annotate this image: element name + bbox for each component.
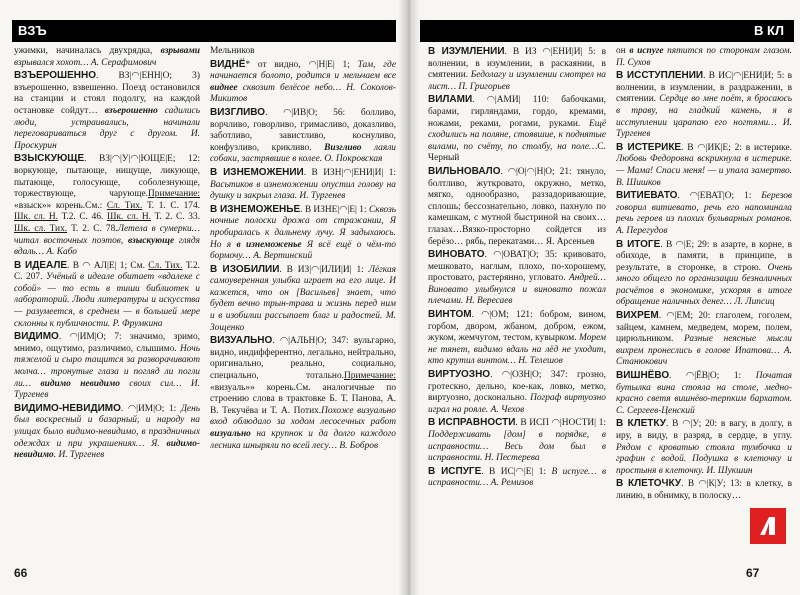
entry-headword: ВИЛЬНОВАЛО bbox=[428, 165, 501, 177]
highlighted-word: в изнеможенье bbox=[236, 239, 302, 250]
dictionary-entry bbox=[210, 167, 396, 203]
dictionary-entry bbox=[14, 331, 200, 402]
entry-text: Т. 2. С. 33. bbox=[150, 212, 200, 223]
entry-headword: ВИНТОМ bbox=[428, 309, 472, 321]
example-text: День был воскресный и базарный, и народу на улицах было видимо-невидимо, в праздничных одеждах и при украшениях… Я. bbox=[14, 403, 200, 449]
example-text: Ещё сходились на поляне, стоявшие, к поднятые вилами, по счёту, по столбу, на поле… bbox=[428, 118, 606, 152]
entry-text: . В ◠|К|У; 13: в клетку, в линию, в обнимку, в полоску… bbox=[616, 479, 792, 501]
entry-headword: В ИССТУПЛЕНИИ bbox=[616, 70, 704, 82]
dictionary-column-1 bbox=[14, 46, 200, 556]
example-text: Летела в сумерки… читал восточных поэтов, bbox=[14, 223, 200, 246]
dictionary-entry bbox=[616, 142, 792, 189]
entry-text: С. Черный bbox=[428, 141, 606, 164]
dictionary-entry bbox=[14, 70, 200, 152]
example-text: взрывался хохот… А. Серафимович bbox=[14, 57, 157, 68]
dictionary-entry bbox=[616, 70, 792, 141]
entry-headword: В ИСПРАВНОСТИ bbox=[428, 417, 516, 429]
highlighted-word: виднее bbox=[210, 82, 238, 93]
dictionary-entry bbox=[210, 204, 396, 263]
entry-text: Мельников bbox=[210, 46, 255, 56]
reference-label: Шк. сл. Н. bbox=[14, 212, 58, 223]
dictionary-entry bbox=[14, 46, 200, 69]
entry-text: . В ◠|Е; 29: в азарте, в корне, в обиходе, в памяти, в принципе, в результате, в сторонке, в строю. bbox=[616, 239, 792, 273]
entry-headword: ВИЗУАЛЬНО bbox=[210, 335, 273, 347]
reference-label: Шк. сл. Н. bbox=[107, 212, 151, 223]
entry-headword: ВИХРЕМ bbox=[616, 310, 659, 322]
reference-label: Сл. Тих. bbox=[106, 200, 143, 211]
entry-text: . В ИС|◠|ЕНИ|И; 5: в волнении, в изумлении, в раздражении, в смятении. bbox=[616, 71, 792, 105]
dictionary-entry bbox=[616, 190, 792, 237]
example-text: Березов говорил витиевато, речь его напоминала речь героев из плохих бульварных романов. А. Перегудов bbox=[616, 191, 792, 236]
example-text: В испуге… в исправности… А. Ремизов bbox=[428, 466, 606, 489]
dictionary-entry bbox=[428, 369, 606, 416]
dictionary-entry bbox=[428, 417, 606, 464]
example-text: своих сил… И. Тургенев bbox=[14, 378, 200, 401]
example-text: Сердце во мне поёт, я бросаюсь в траву, на гладкий камень, я в исступлении царапаю его ногтями… И. Тургенев bbox=[616, 94, 792, 140]
dictionary-entry bbox=[14, 403, 200, 462]
example-text: садились люди, устраивались, начинали переговариваться друг с другом. И. Проскурин bbox=[14, 105, 200, 151]
entry-headword: ВИЗГЛИВО bbox=[210, 106, 266, 118]
example-text: лаяли собаки, застрявшие в колее. О. Покровская bbox=[210, 142, 396, 165]
example-text: на крупнок и да долго каждого лесника шныряли по всей лесу… В. Бобров bbox=[210, 429, 396, 451]
example-text: Андрей… Виновато улыбнулся и виновато пожал плечами. Н. Вересаев bbox=[428, 273, 606, 307]
example-text: Разные неясные мысли вихрем пронеслись в голове Ипатова… А. Станюкович bbox=[616, 334, 792, 368]
reference-label: Примечание: bbox=[343, 371, 396, 382]
entry-text: Т. 1. С. 174. bbox=[142, 200, 200, 211]
highlighted-word: взъерошенно bbox=[104, 105, 158, 116]
dictionary-entry bbox=[428, 466, 606, 490]
dictionary-entry bbox=[616, 478, 792, 502]
entry-text: . ◠|АЛЬН|О; 347: вульгарно, видно, индифферентно, легально, нейтрально, оригинально, реально, социально, специально, тотально. bbox=[210, 336, 396, 382]
entry-headword: ВИШНЁВО bbox=[616, 370, 670, 382]
entry-headword: В ИЗУМЛЕНИИ bbox=[428, 46, 505, 57]
entry-headword: В ИТОГЕ bbox=[616, 238, 661, 250]
example-text: Бедолагу и изумлении смотрел на лист… П. Григорьев bbox=[428, 70, 606, 92]
entry-text: Т.2. С. 207. bbox=[14, 260, 200, 283]
entry-headword: ВЗЫСКУЮЩЕ bbox=[14, 153, 85, 165]
entry-text: . ◠|ОМ; 121: бобром, вином, горбом, двором, жбаном, добром, ежом, жуком, жемчугом, тестом, кувырком. bbox=[428, 310, 606, 344]
entry-headword: ВИНОВАТО bbox=[428, 249, 485, 261]
page-number-right: 67 bbox=[746, 566, 760, 580]
entry-text: . В ИЗН|◠|ЕНИ|И| 1: bbox=[303, 167, 396, 178]
entry-text: он bbox=[616, 46, 630, 56]
example-text: Рядом с кроватью стояла тумбочка и графин с водой. Подушка в клеточку и простыня в клеточку. И. Шукшин bbox=[616, 442, 792, 476]
entry-headword: В ИЗНЕМОЖЕНИИ bbox=[210, 166, 304, 178]
entry-text: . ◠|ЁВ|О; 1: bbox=[669, 371, 756, 382]
dictionary-entry bbox=[210, 46, 396, 58]
dictionary-column-3 bbox=[428, 46, 606, 556]
dictionary-entry bbox=[616, 418, 792, 477]
entry-text: «визуаль»» корень. bbox=[210, 382, 296, 393]
entry-text: . В ИЗНЕ|◠|Е| 1: bbox=[300, 204, 369, 215]
entry-text: . В ИС|◠|Е| 1: bbox=[481, 466, 552, 477]
publisher-logo-icon bbox=[750, 508, 786, 544]
entry-text: . В ◠|ИК|Е; 2: в истерике. bbox=[681, 142, 792, 153]
entry-text: . ВЗ|◠|У|◠|ЮЩЕ|Е; 12: воркующе, пытающе, нищуще, ликующе, пытающе, голосующе, соболезнующе, торжествующе, чарующе. bbox=[14, 154, 200, 200]
example-text: пятится по сторонам глазом. П. Сухов bbox=[616, 46, 792, 68]
entry-headword: В ИДЕАЛЕ bbox=[14, 259, 68, 271]
entry-text: . ВЗ|◠|ЕНН|О; 3) взъерошенно, взвешенно. Поезд остановился на станции и стоял подолгу, на каждой остановке сойдут… bbox=[14, 71, 200, 116]
dictionary-entry bbox=[210, 264, 396, 335]
example-text: Сквозь ночные полоски дрожа от стражании, Я пробиралась к дальнему лучу. Я задыхаюсь. Но я bbox=[210, 204, 396, 250]
example-text: Учёный в идеале обитает «вдалеке с собой» — то есть в тиши библиотек и лабораторий. Люди литературы и искусства — разумеется, в среднем — в большей мере склонны к публичности. Р. Фрумкина bbox=[14, 272, 200, 329]
entry-text: Т. 2. С. 78. bbox=[67, 223, 118, 234]
reference-label: Шк. сл. Тих. bbox=[14, 223, 68, 234]
example-text: Морем не тянет, видимо вдаль на лёд не уходит, кто крутил винтом… Н. Телешов bbox=[428, 333, 606, 367]
dictionary-entry bbox=[14, 260, 200, 331]
highlighted-word: визуально bbox=[210, 429, 251, 439]
entry-headword: ВИТИЕВАТО bbox=[616, 190, 678, 202]
dictionary-entry bbox=[616, 310, 792, 369]
example-text: . И. Тургенев bbox=[53, 450, 105, 461]
entry-headword: ВИРТУОЗНО bbox=[428, 369, 491, 381]
dictionary-entry bbox=[616, 46, 792, 69]
entry-headword: В КЛЕТКУ bbox=[616, 418, 666, 430]
entry-text: . ◠|АМИ| 110: бабочками, барами, гирляндами, гордо, кремами, ножами, реками, рогами, руками. bbox=[428, 95, 606, 129]
example-text: Любовь Федоровна вскрикнула в истерике. bbox=[616, 154, 792, 165]
highlighted-word: видимо-невидимо bbox=[14, 438, 200, 461]
entry-text: . В ИСП ◠|НОСТИ| 1: bbox=[515, 418, 606, 429]
highlighted-word: в испуге bbox=[629, 46, 664, 56]
reference-label: Примечание: bbox=[147, 189, 200, 200]
example-text: Ночь тяжелой и сыро тащится за разворачивают молча… тронутые глаза и погляд ли погли ли… bbox=[14, 343, 200, 389]
dictionary-entry bbox=[14, 153, 200, 258]
dictionary-entry bbox=[428, 309, 606, 368]
example-text: Поддерживать [дом] в порядке, в исправности… Весь дом был в исправности. Н. Пестерева bbox=[428, 430, 606, 464]
entry-text: * от видно, ◠|Н|Е| 1; bbox=[245, 59, 358, 70]
reference-label: Сл. Тих. bbox=[148, 260, 183, 271]
example-text: Лёгкая самоуверенная улыбка играет на его лице. И кажется, что он [Васильев] знает, что будет вечно трын-трава и жизнь перед ним и в изобилии рассыпает благ и радостей. М. Зощенко bbox=[210, 264, 396, 333]
example-text: Очень много общего по организации безналичных расчётов в экономике, ускоряя в итоге обращение наличных денег… Л. Липсиц bbox=[616, 262, 792, 308]
entry-headword: В ИЗНЕМОЖЕНЬЕ bbox=[210, 203, 301, 215]
entry-headword: В КЛЕТОЧКУ bbox=[616, 478, 682, 490]
example-text: глядя вдаль… А. Кабо bbox=[14, 235, 200, 258]
dictionary-entry bbox=[210, 335, 396, 452]
dictionary-entry bbox=[428, 46, 606, 93]
entry-headword: ВИДНЁ bbox=[210, 58, 246, 70]
example-text: Початая бутылка вина стояла на столе, медно-красно светя вишнёво-терпким бархатом. С. Сергеев-Ценский bbox=[616, 371, 792, 416]
entry-text: См. аналогичные по строению слова в трактовке Б. Т. Панова, А. В. Текучёва и Т. А. Потих. bbox=[210, 382, 396, 416]
entry-text: «взыск»» корень. bbox=[14, 200, 86, 211]
example-text: Васьтиков в изнеможении опустил голову на душку и закрыл глаза. И. Тургенев bbox=[210, 179, 396, 202]
example-text: Пограф виртуозно играл на рояле. А. Чехов bbox=[428, 393, 606, 415]
running-header-right: В КЛ bbox=[420, 20, 794, 42]
highlighted-word: Визгливо bbox=[324, 142, 362, 153]
entry-text: . ◠|ОЗН|О; 347: грозно, гротескно, дельно, кое-как, ловко, метко, виртуозно, досконально. bbox=[428, 370, 606, 404]
book-gutter bbox=[398, 0, 420, 595]
entry-headword: ВЗЪЕРОШЕННО bbox=[14, 70, 96, 82]
entry-headword: В ИСТЕРИКЕ bbox=[616, 141, 682, 153]
dictionary-entry bbox=[428, 166, 606, 248]
dictionary-column-2 bbox=[210, 46, 396, 556]
entry-text: . ◠|ИМ|О; 1: bbox=[120, 403, 181, 414]
entry-text: ужимки, начиналась двухрядка, bbox=[14, 46, 161, 56]
dictionary-entry bbox=[210, 107, 396, 166]
page-number-left: 66 bbox=[14, 566, 28, 580]
highlighted-word: взрывами bbox=[160, 46, 200, 56]
example-text: — Мама! Спаси меня! — и упала замертво. В. Шишков bbox=[616, 165, 792, 188]
entry-text: Т.2. С. 46. bbox=[57, 212, 108, 223]
entry-headword: ВИЛАМИ bbox=[428, 94, 473, 106]
example-text: Похоже визуально вход облюдало за ходом лесосечных работ bbox=[210, 405, 396, 428]
entry-headword: ВИДИМО-НЕВИДИМО bbox=[14, 402, 121, 414]
dictionary-entry bbox=[428, 94, 606, 165]
dictionary-entry bbox=[428, 249, 606, 308]
entry-text: . В ИЗ ◠|ЕНИ|И| 5: в волнении, в изумлении, в раскаянии, в смятении. bbox=[428, 47, 606, 81]
highlighted-word: видимо невидимо bbox=[40, 378, 120, 389]
entry-headword: В ИСПУГЕ bbox=[428, 465, 482, 477]
entry-text: . В ◠|У; 20: в вагу, в долгу, в иру, в виду, в разряд, в сердце, в углу. bbox=[616, 419, 792, 441]
example-text: Там, где начинается болото, родится и мельчаем все bbox=[210, 59, 396, 82]
entry-text: См.: bbox=[85, 200, 107, 211]
entry-text: . ◠|ОВАТ|О; 35: кривовато, мешковато, наглым, плохо, по-хорошему, простовато, растерянно, угловато. bbox=[428, 250, 606, 284]
entry-text: . ◠|ИМ|О; 7: значимо, зримо, мнимо, ощутимо, различимо, слышимо. bbox=[14, 332, 200, 354]
entry-text: Вязко-просторно сойдется из берёзо… рябь, перекатами… Я. Арсеньев bbox=[428, 224, 606, 247]
entry-text: . В ◠ АЛ|Е| 1; См. bbox=[67, 260, 149, 271]
entry-headword: В ИЗОБИЛИИ bbox=[210, 263, 280, 275]
entry-headword: ВИДИМО bbox=[14, 331, 59, 343]
dictionary-entry bbox=[616, 370, 792, 417]
example-text: сквозит белёсое небо… Н. Соколов-Микитов bbox=[210, 82, 396, 105]
dictionary-entry bbox=[616, 239, 792, 310]
entry-text: . ◠|ЕВАТ|О; 1: bbox=[677, 191, 762, 202]
entry-text: . ◠|О|◠|Н|О; 21: тянуло, болтливо, жуткровато, окружно, метко, мягко, однообразно, раззадоривающие, сплошь; бессознательно, ловко, пахнуло по камешкам, с мутной быстриной на своих… глазах… bbox=[428, 166, 606, 235]
running-header-left: ВЗЪ bbox=[12, 20, 396, 42]
example-text: Я всё ещё о чём-то бормочу… А. Вертинский bbox=[210, 239, 396, 262]
dictionary-column-4 bbox=[616, 46, 792, 556]
entry-text: . ◠|ИВ|О; 56: болливо, ворчливо, говорливо, гримасливо, доказливо, заботливо, завистливо, коснуливо, конфузливо, крикливо. bbox=[210, 107, 396, 153]
highlighted-word: взыскующе bbox=[127, 235, 175, 246]
entry-text: . ◠|ЕМ; 20: глаголем, гоголем, зайцем, камнем, медведем, морем, полем, цирюльником. bbox=[616, 311, 792, 345]
dictionary-entry bbox=[210, 59, 396, 106]
entry-text: . В ИЗ|◠|ИЛИ|И| 1: bbox=[279, 264, 369, 275]
